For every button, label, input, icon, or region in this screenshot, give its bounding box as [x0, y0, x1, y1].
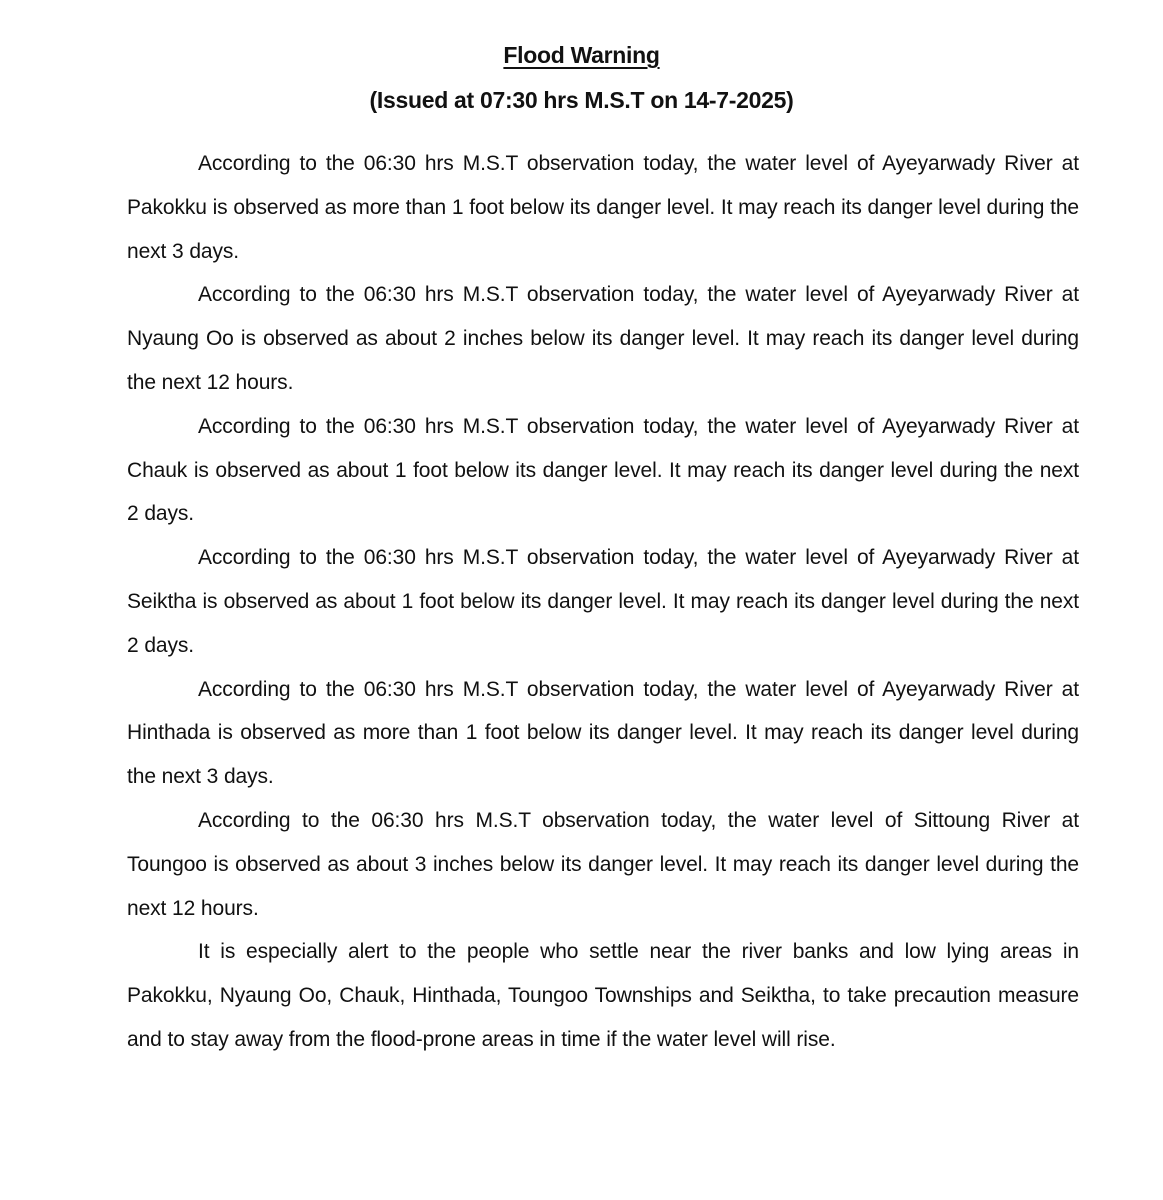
paragraph-toungoo: According to the 06:30 hrs M.S.T observation today, the water level of Sittoung River at Toungoo is observed as about 3 inches below its danger level. It may reach its danger level during the next 12 hours. [127, 808, 1079, 920]
paragraph-seiktha: According to the 06:30 hrs M.S.T observation today, the water level of Ayeyarwady River at Seiktha is observed as about 1 foot below its danger level. It may reach its danger level during the next 2 days. [127, 546, 1079, 657]
issued-time-subtitle: (Issued at 07:30 hrs M.S.T on 14-7-2025) [369, 87, 794, 113]
paragraph-nyaung-oo: According to the 06:30 hrs M.S.T observation today, the water level of Ayeyarwady River at Nyaung Oo is observed as about 2 inches below its danger level. It may reach its danger level during the next 12 hours. [127, 283, 1079, 394]
document-body [127, 142, 1079, 1062]
paragraph-pakokku: According to the 06:30 hrs M.S.T observation today, the water level of Ayeyarwady River at Pakokku is observed as more than 1 foot below its danger level. It may reach its danger level during the next 3 days. [127, 152, 1079, 263]
paragraph-alert: It is especially alert to the people who settle near the river banks and low lying areas in Pakokku, Nyaung Oo, Chauk, Hinthada, Toungoo Townships and Seiktha, to take precaution measure and to stay away from the flood-prone areas in time if the water level will rise. [127, 940, 1079, 1051]
document-title: Flood Warning [503, 42, 660, 68]
paragraph-chauk: According to the 06:30 hrs M.S.T observation today, the water level of Ayeyarwady River at Chauk is observed as about 1 foot below its danger level. It may reach its danger level during the next 2 days. [127, 414, 1079, 526]
paragraph-hinthada: According to the 06:30 hrs M.S.T observation today, the water level of Ayeyarwady River at Hinthada is observed as more than 1 foot below its danger level. It may reach its danger level during the next 3 days. [127, 677, 1079, 789]
